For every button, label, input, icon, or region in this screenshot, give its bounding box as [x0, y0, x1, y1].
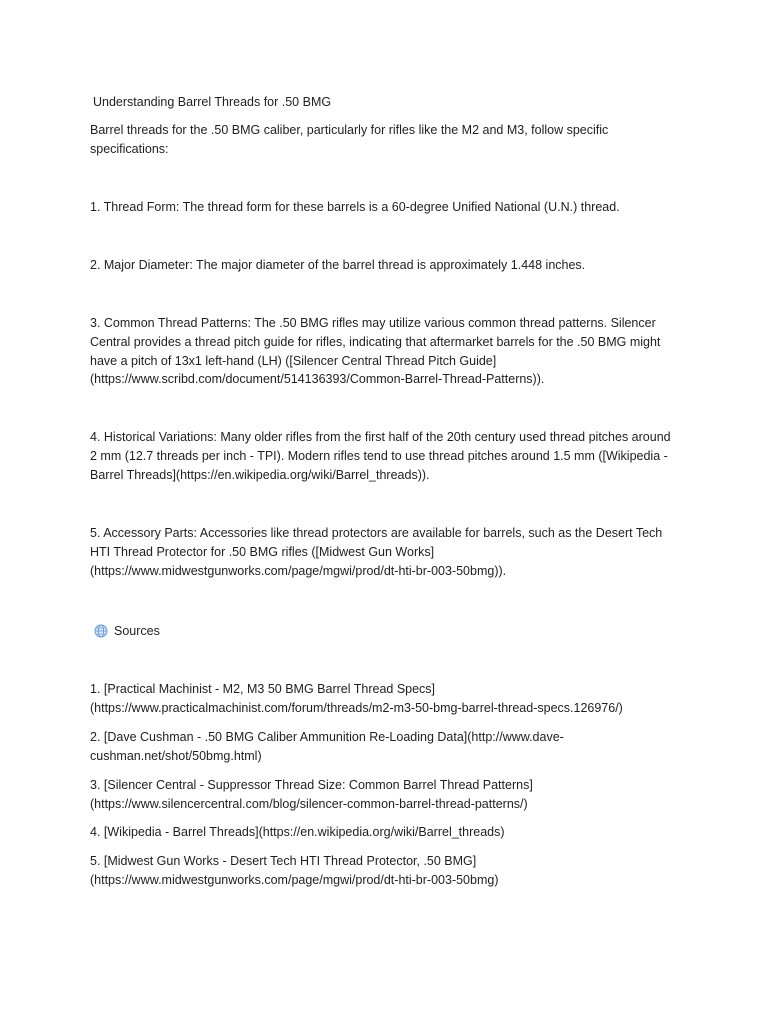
sources-heading: [94, 622, 160, 641]
document-title: Understanding Barrel Threads for .50 BMG: [93, 95, 332, 109]
sources-heading-label: Sources: [114, 624, 160, 638]
list-item-accessory-parts: 5. Accessory Parts: Accessories like thread protectors are available for barrels, such as the Desert Tech HTI Thread Protector for .50 BMG rifles ([Midwest Gun Works](https://www.midwestgunworks.com/page/mgwi/prod/dt-hti-br-003-50bmg)).: [90, 526, 663, 578]
list-item-thread-form: 1. Thread Form: The thread form for these barrels is a 60-degree Unified National (U.N.) thread.: [90, 200, 620, 214]
list-item-major-diameter: 2. Major Diameter: The major diameter of the barrel thread is approximately 1.448 inches.: [90, 258, 586, 272]
list-item-historical-variations: 4. Historical Variations: Many older rifles from the first half of the 20th century used thread pitches around 2 mm (12.7 threads per inch - TPI). Modern rifles tend to use thread pitches around 1.5 mm ([Wikipedia - Barrel Threads](https://en.wikipedia.org/wiki/Barrel_threads)).: [90, 430, 671, 482]
source-item: 1. [Practical Machinist - M2, M3 50 BMG Barrel Thread Specs](https://www.practicalmachinist.com/forum/threads/m2-m3-50-bmg-barrel-thread-specs.126976/): [90, 682, 623, 715]
source-item: 4. [Wikipedia - Barrel Threads](https://en.wikipedia.org/wiki/Barrel_threads): [90, 825, 505, 839]
source-item: 3. [Silencer Central - Suppressor Thread Size: Common Barrel Thread Patterns](https://www.silencercentral.com/blog/silencer-common-barrel-thread-patterns/): [90, 778, 533, 811]
source-item: 5. [Midwest Gun Works - Desert Tech HTI Thread Protector, .50 BMG](https://www.midwestgunworks.com/page/mgwi/prod/dt-hti-br-003-50bmg): [90, 854, 499, 887]
intro-paragraph: Barrel threads for the .50 BMG caliber, particularly for rifles like the M2 and M3, follow specific specifications:: [90, 123, 609, 156]
globe-icon: [94, 624, 108, 638]
source-item: 2. [Dave Cushman - .50 BMG Caliber Ammunition Re-Loading Data](http://www.dave-cushman.net/shot/50bmg.html): [90, 730, 564, 763]
list-item-common-patterns: 3. Common Thread Patterns: The .50 BMG rifles may utilize various common thread patterns. Silencer Central provides a thread pitch guide for rifles, indicating that aftermarket barrels for the .50 BMG might have a pitch of 13x1 left-hand (LH) ([Silencer Central Thread Pitch Guide](https://www.scribd.com/document/514136393/Common-Barrel-Thread-Patterns)).: [90, 316, 661, 387]
